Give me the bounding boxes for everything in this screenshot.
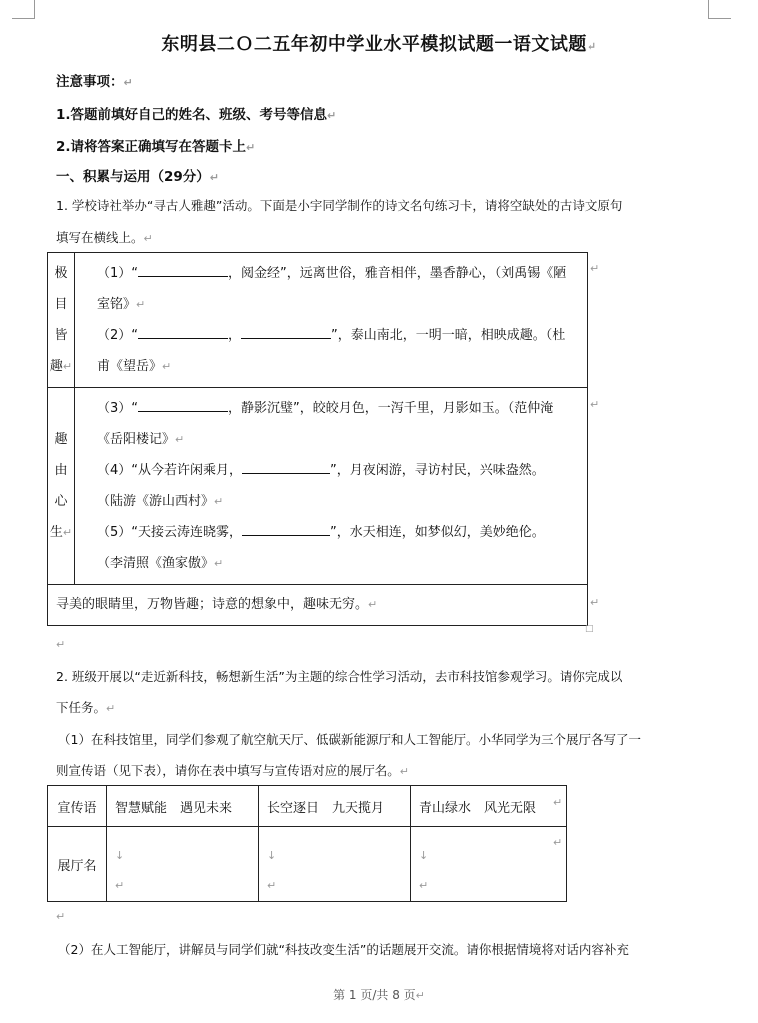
row-end-mark: ↵ [590, 596, 600, 609]
section-1-heading: 一、积累与运用（29分）↵ [56, 169, 220, 185]
page-number: 第 1 页/共 8 页↵ [333, 988, 425, 1002]
answer-blank-1[interactable] [138, 264, 228, 277]
answer-blank-3[interactable] [138, 399, 228, 412]
paragraph-mark: ↵ [56, 638, 66, 651]
page-corner-mark-top-left [12, 0, 35, 19]
q1-practice-card-table [47, 252, 588, 626]
page-corner-mark-top-right [708, 0, 731, 19]
q2-sub2-line-1: （2）在人工智能厅，讲解员与同学们就“科技改变生活”的话题展开交流。请你根据情境将对话内容补充 [58, 942, 629, 957]
notes-item-1: 1.答题前填好自己的姓名、班级、考号等信息↵ [56, 107, 337, 123]
answer-blank-4[interactable] [242, 461, 330, 474]
q1-prompt-line-2: 填写在横线上。↵ [56, 230, 153, 245]
slogan-cell-3: 青山绿水 风光无限 [411, 786, 567, 827]
answer-blank-2b[interactable] [241, 326, 331, 339]
row-end-mark: ↵ [590, 262, 600, 275]
q2-sub1-line-2: 则宣传语（见下表），请你在表中填写与宣传语对应的展厅名。↵ [56, 763, 409, 778]
answer-blank-5[interactable] [242, 523, 330, 536]
q2-sub1-line-1: （1）在科技馆里，同学们参观了航空航天厅、低碳新能源厅和人工智能厅。小华同学为三个展厅各写了一 [58, 732, 641, 747]
group-2-label: 趣 由 心 生↵ [48, 388, 75, 585]
group-1-label: 极 目 皆 趣↵ [48, 253, 75, 388]
hall-name-row-label: 展厅名 [48, 827, 107, 902]
slogan-cell-1: 智慧赋能 遇见未来 [107, 786, 259, 827]
group-1-content: （1）“ ，阅金经”，远离世俗，雅音相伴，墨香静心，（刘禹锡《陋 室铭》↵ （2）“ ， ”，泰山南北，一明一暗，相映成趣。（杜 甫《望岳》↵ [75, 253, 588, 388]
answer-blank-2a[interactable] [138, 326, 228, 339]
row-end-mark: ↵ [553, 836, 563, 849]
group-2-content: （3）“ ，静影沉璧”，皎皎月色，一泻千里，月影如玉。（范仲淹 《岳阳楼记》↵ （4）“从今若许闲乘月， ”，月夜闲游，寻访村民，兴味盎然。 （陆游《游山西村》↵ （5）“天接云涛连晓雾， ”，水天相连，如梦似幻，美妙绝伦。 （李清照《渔家傲》↵ [75, 388, 588, 585]
notes-heading: 注意事项：↵ [56, 74, 133, 90]
notes-item-2: 2.请将答案正确填写在答题卡上↵ [56, 139, 256, 155]
exhibition-hall-table [47, 785, 567, 902]
row-end-mark: ↵ [553, 796, 563, 809]
slogan-row-label: 宣传语 [48, 786, 107, 827]
paragraph-mark: ↵ [56, 910, 66, 923]
hall-name-input-2[interactable]: ↓ ↵ [259, 827, 411, 902]
hall-name-input-1[interactable]: ↓ ↵ [107, 827, 259, 902]
hall-name-input-3[interactable]: ↓ ↵ [411, 827, 567, 902]
q1-prompt-line-1: 1. 学校诗社举办“寻古人雅趣”活动。下面是小宇同学制作的诗文名句练习卡，请将空缺处的古诗文原句 [56, 198, 623, 213]
table-resize-handle: □ [585, 624, 594, 634]
q2-prompt-line-2: 下任务。↵ [56, 700, 116, 715]
row-end-mark: ↵ [590, 398, 600, 411]
slogan-cell-2: 长空逐日 九天揽月 [259, 786, 411, 827]
q2-prompt-line-1: 2. 班级开展以“走近新科技，畅想新生活”为主题的综合性学习活动，去市科技馆参观学习。请你完成以 [56, 669, 623, 684]
card-footer-row: 寻美的眼睛里，万物皆趣；诗意的想象中，趣味无穷。↵ [48, 585, 588, 626]
document-title: 东明县二Ｏ二五年初中学业水平模拟试题一语文试题↵ [161, 34, 597, 55]
